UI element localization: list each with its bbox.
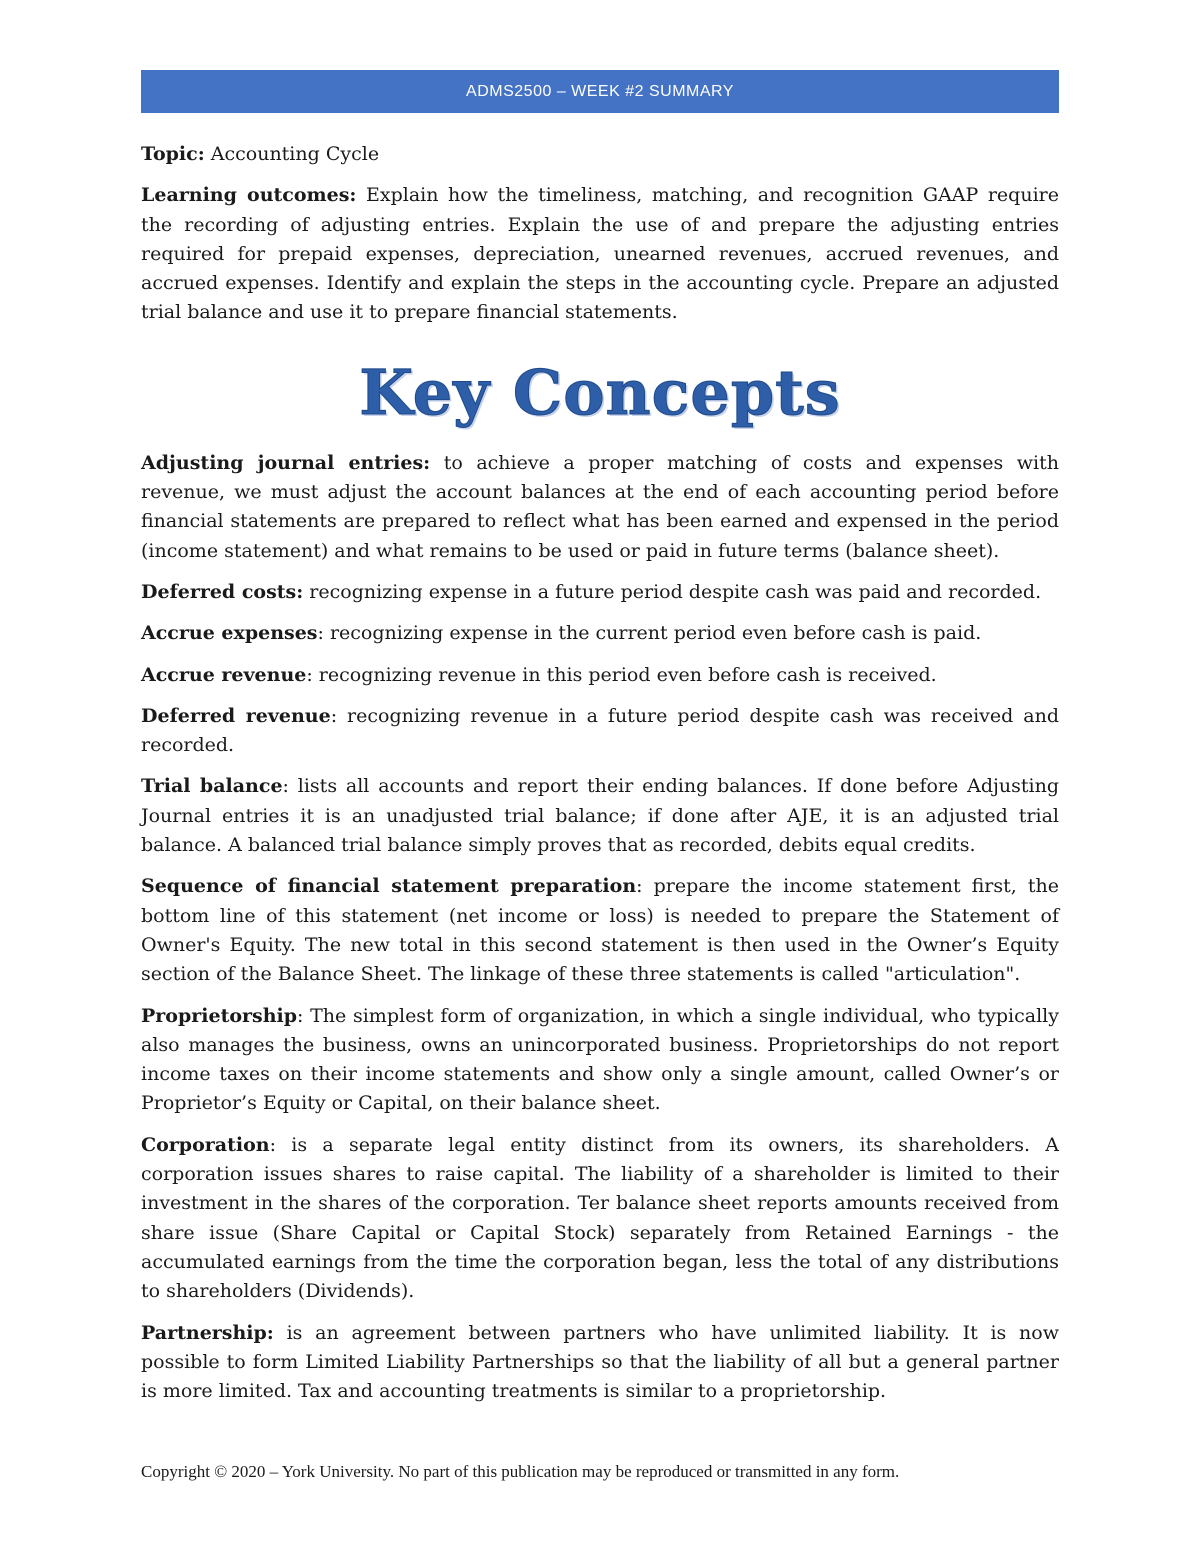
- header-bar: [141, 70, 1059, 113]
- concept-text: : recognizing expense in the current period even before cash is paid.: [317, 622, 982, 645]
- topic-value: Accounting Cycle: [204, 143, 380, 165]
- concept-partnership: [141, 1319, 1059, 1407]
- topic-label: Topic:: [141, 143, 205, 165]
- concept-accrue-expenses: [141, 619, 1059, 648]
- concept-text: to achieve a proper matching of costs and expenses with revenue, we must adjust the account balances at the end of each accounting period before financial statements are prepared to reflect what has been earned and expensed in the period (income statement) and what remains to be used or paid in future terms (balance sheet).: [141, 451, 1059, 562]
- learning-outcomes: [141, 181, 1059, 327]
- concept-trial-balance: [141, 772, 1059, 860]
- concept-term: Deferred costs:: [141, 580, 304, 603]
- concept-term: Sequence of financial statement preparation: [141, 875, 637, 898]
- topic-line: [141, 140, 1059, 169]
- concept-deferred-costs: [141, 578, 1059, 607]
- concept-text: : prepare the income statement first, the bottom line of this statement (net income or loss) is needed to prepare the Statement of Owner's Equity. The new total in this second statement is then used in the Owner’s Equity section of the Balance Sheet. The linkage of these three statements is called "articulation".: [141, 875, 1059, 986]
- copyright-footer: Copyright © 2020 – York University. No part of this publication may be reproduced or transmitted in any form.: [141, 1462, 900, 1481]
- header-title: ADMS2500 – WEEK #2 SUMMARY: [466, 82, 734, 100]
- concept-term: Partnership:: [141, 1321, 274, 1344]
- concept-proprietorship: [141, 1002, 1059, 1119]
- concept-text: : is a separate legal entity distinct from its owners, its shareholders. A corporation issues shares to raise capital. The liability of a shareholder is limited to their investment in the shares of the corporation. Ter balance sheet reports amounts received from share issue (Share Capital or Capital Stock) separately from Retained Earnings - the accumulated earnings from the time the corporation began, less the total of any distributions to shareholders (Dividends).: [141, 1133, 1059, 1303]
- concept-term: Proprietorship: [141, 1004, 298, 1027]
- concept-term: Accrue expenses: [141, 622, 318, 645]
- concept-deferred-revenue: [141, 702, 1059, 761]
- concept-statement-sequence: [141, 872, 1059, 989]
- concept-term: Accrue revenue: [141, 663, 307, 686]
- concept-text: : The simplest form of organization, in which a single individual, who typically also manages the business, owns an unincorporated business. Proprietorships do not report income taxes on their income statements and show only a single amount, called Owner’s or Proprietor’s Equity or Capital, on their balance sheet.: [141, 1004, 1059, 1115]
- concept-term: Corporation: [141, 1133, 270, 1156]
- key-concepts-title: Key Concepts: [359, 355, 841, 429]
- concept-term: Adjusting journal entries:: [141, 451, 431, 474]
- concept-text: recognizing expense in a future period despite cash was paid and recorded.: [303, 580, 1042, 603]
- concept-term: Deferred revenue: [141, 704, 331, 727]
- concept-text: : recognizing revenue in a future period despite cash was received and recorded.: [141, 704, 1060, 757]
- concept-corporation: [141, 1131, 1059, 1307]
- learning-outcomes-text: Explain how the timeliness, matching, and recognition GAAP require the recording of adjusting entries. Explain the use of and prepare the adjusting entries required for prepaid expenses, depreciation, unearned revenues, accrued revenues, and accrued expenses. Identify and explain the steps in the accounting cycle. Prepare an adjusted trial balance and use it to prepare financial statements.: [141, 184, 1059, 324]
- concept-adjusting-entries: [141, 449, 1059, 566]
- concept-text: is an agreement between partners who have unlimited liability. It is now possible to form Limited Liability Partnerships so that the liability of all but a general partner is more limited. Tax and accounting treatments is similar to a proprietorship.: [141, 1321, 1059, 1403]
- concept-text: : recognizing revenue in this period even before cash is received.: [306, 663, 937, 686]
- learning-outcomes-label: Learning outcomes:: [141, 184, 357, 207]
- concept-term: Trial balance: [141, 775, 283, 798]
- concept-accrue-revenue: [141, 661, 1059, 690]
- concept-text: : lists all accounts and report their ending balances. If done before Adjusting Journal entries it is an unadjusted trial balance; if done after AJE, it is an adjusted trial balance. A balanced trial balance simply proves that as recorded, debits equal credits.: [141, 775, 1059, 857]
- document-body: [141, 140, 1059, 1418]
